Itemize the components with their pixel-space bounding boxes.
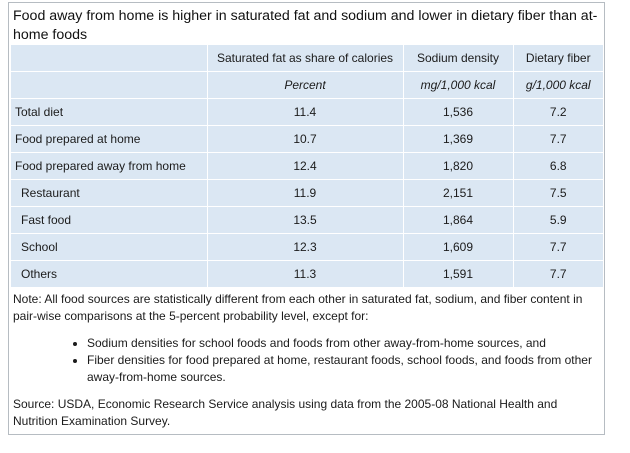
fiber-value: 7.7 xyxy=(513,234,603,261)
table-header-row xyxy=(11,45,603,72)
sodium-value: 1,369 xyxy=(403,126,513,153)
sodium-value: 1,864 xyxy=(403,207,513,234)
row-label: Total diet xyxy=(11,99,207,126)
figure-title: Food away from home is higher in saturated fat and sodium and lower in dietary fiber than at-home foods xyxy=(13,8,598,43)
row-label: Food prepared at home xyxy=(11,126,207,153)
table-row xyxy=(11,180,603,207)
table-row xyxy=(11,126,603,153)
row-label: Restaurant xyxy=(11,180,207,207)
saturated-fat-value: 10.7 xyxy=(207,126,403,153)
unit-cell xyxy=(11,72,207,99)
source-text: Source: USDA, Economic Research Service analysis using data from the 2005-08 National Health and Nutrition Examination Survey. xyxy=(13,397,558,428)
sodium-value: 1,609 xyxy=(403,234,513,261)
unit-cell-mg: mg/1,000 kcal xyxy=(403,72,513,99)
table-row xyxy=(11,234,603,261)
sodium-value: 1,820 xyxy=(403,153,513,180)
column-header-fiber: Dietary fiber xyxy=(513,45,603,72)
fiber-value: 6.8 xyxy=(513,153,603,180)
saturated-fat-value: 11.3 xyxy=(207,261,403,288)
fiber-value: 7.7 xyxy=(513,261,603,288)
table-row xyxy=(11,99,603,126)
column-header-sodium: Sodium density xyxy=(403,45,513,72)
saturated-fat-value: 11.9 xyxy=(207,180,403,207)
saturated-fat-value: 13.5 xyxy=(207,207,403,234)
sodium-value: 1,536 xyxy=(403,99,513,126)
row-label: School xyxy=(11,234,207,261)
row-label: Food prepared away from home xyxy=(11,153,207,180)
unit-cell-g: g/1,000 kcal xyxy=(513,72,603,99)
saturated-fat-value: 11.4 xyxy=(207,99,403,126)
unit-cell-percent: Percent xyxy=(207,72,403,99)
saturated-fat-value: 12.4 xyxy=(207,153,403,180)
column-header-saturated-fat: Saturated fat as share of calories xyxy=(207,45,403,72)
row-label: Others xyxy=(11,261,207,288)
note-bullet-list xyxy=(13,335,599,386)
sodium-value: 1,591 xyxy=(403,261,513,288)
table-row xyxy=(11,207,603,234)
fiber-value: 7.7 xyxy=(513,126,603,153)
notes-section xyxy=(13,291,599,430)
fiber-value: 7.2 xyxy=(513,99,603,126)
table-row xyxy=(11,261,603,288)
sodium-value: 2,151 xyxy=(403,180,513,207)
note-text: Note: All food sources are statistically different from each other in saturated fat, sodium, and fiber content in pair-wise comparisons at the 5-percent probability level, except for: xyxy=(13,292,583,323)
note-bullet: • Fiber densities for food prepared at home, restaurant foods, school foods, and foods from other away-from-home sources. xyxy=(87,352,599,386)
fiber-value: 5.9 xyxy=(513,207,603,234)
table-row xyxy=(11,153,603,180)
figure-frame xyxy=(8,2,605,435)
nutrition-table xyxy=(11,45,603,288)
row-label: Fast food xyxy=(11,207,207,234)
fiber-value: 7.5 xyxy=(513,180,603,207)
column-header xyxy=(11,45,207,72)
table-units-row xyxy=(11,72,603,99)
saturated-fat-value: 12.3 xyxy=(207,234,403,261)
note-bullet: • Sodium densities for school foods and foods from other away-from-home sources, and xyxy=(87,335,599,352)
